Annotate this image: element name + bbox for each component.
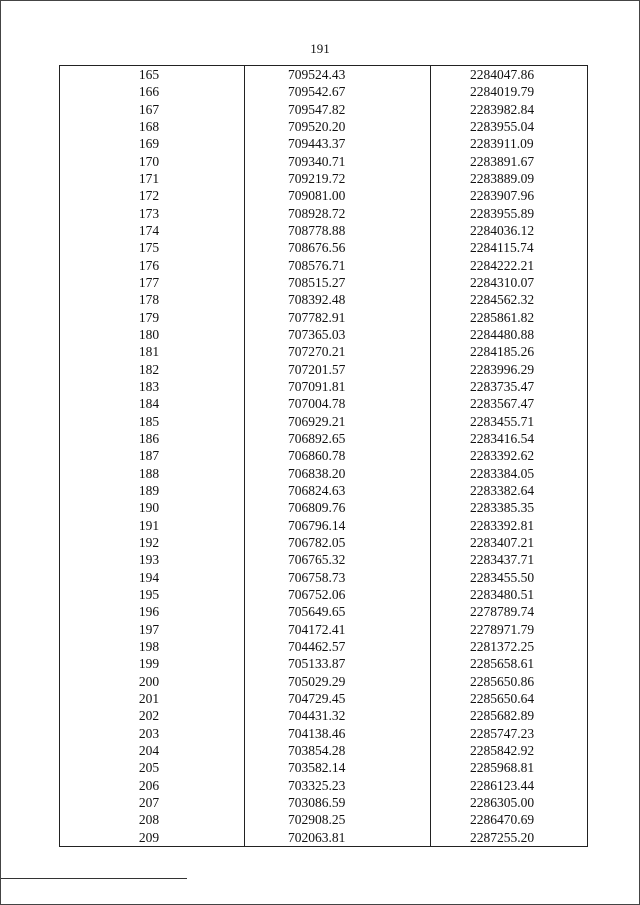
point-number-cell: 178: [60, 291, 245, 308]
x-coordinate-cell: 708392.48: [245, 291, 431, 308]
y-coordinate-cell: 2285861.82: [431, 309, 588, 326]
x-coordinate-cell: 706796.14: [245, 517, 431, 534]
point-number-cell: 186: [60, 430, 245, 447]
y-coordinate-cell: 2278971.79: [431, 621, 588, 638]
x-coordinate-cell: 708778.88: [245, 222, 431, 239]
point-number-cell: 182: [60, 361, 245, 378]
point-number-cell: 204: [60, 742, 245, 759]
x-coordinate-cell: 706860.78: [245, 447, 431, 464]
point-number-cell: 205: [60, 759, 245, 776]
point-number-cell: 208: [60, 811, 245, 828]
point-number-cell: 199: [60, 655, 245, 672]
x-coordinate-cell: 708515.27: [245, 274, 431, 291]
point-number-cell: 207: [60, 794, 245, 811]
table-row: [60, 83, 588, 100]
table-row: [60, 187, 588, 204]
x-coordinate-cell: 709219.72: [245, 170, 431, 187]
x-coordinate-cell: 708928.72: [245, 205, 431, 222]
point-number-cell: 209: [60, 828, 245, 846]
point-number-cell: 180: [60, 326, 245, 343]
coordinates-table-body: [60, 66, 588, 847]
y-coordinate-cell: 2285682.89: [431, 707, 588, 724]
x-coordinate-cell: 708676.56: [245, 239, 431, 256]
point-number-cell: 168: [60, 118, 245, 135]
y-coordinate-cell: 2284222.21: [431, 257, 588, 274]
x-coordinate-cell: 708576.71: [245, 257, 431, 274]
y-coordinate-cell: 2283955.04: [431, 118, 588, 135]
point-number-cell: 181: [60, 343, 245, 360]
y-coordinate-cell: 2286470.69: [431, 811, 588, 828]
x-coordinate-cell: 706758.73: [245, 569, 431, 586]
x-coordinate-cell: 709443.37: [245, 135, 431, 152]
x-coordinate-cell: 709542.67: [245, 83, 431, 100]
y-coordinate-cell: 2283996.29: [431, 361, 588, 378]
table-row: [60, 603, 588, 620]
point-number-cell: 169: [60, 135, 245, 152]
y-coordinate-cell: 2284115.74: [431, 239, 588, 256]
x-coordinate-cell: 704431.32: [245, 707, 431, 724]
table-row: [60, 586, 588, 603]
table-row: [60, 326, 588, 343]
y-coordinate-cell: 2283407.21: [431, 534, 588, 551]
point-number-cell: 187: [60, 447, 245, 464]
y-coordinate-cell: 2286305.00: [431, 794, 588, 811]
table-row: [60, 655, 588, 672]
point-number-cell: 171: [60, 170, 245, 187]
table-row: [60, 309, 588, 326]
y-coordinate-cell: 2287255.20: [431, 828, 588, 846]
footnote-rule: [1, 878, 187, 879]
x-coordinate-cell: 709547.82: [245, 101, 431, 118]
table-row: [60, 690, 588, 707]
point-number-cell: 193: [60, 551, 245, 568]
point-number-cell: 201: [60, 690, 245, 707]
x-coordinate-cell: 704462.57: [245, 638, 431, 655]
table-row: [60, 343, 588, 360]
y-coordinate-cell: 2284562.32: [431, 291, 588, 308]
y-coordinate-cell: 2284036.12: [431, 222, 588, 239]
table-row: [60, 170, 588, 187]
point-number-cell: 170: [60, 153, 245, 170]
table-row: [60, 569, 588, 586]
x-coordinate-cell: 709520.20: [245, 118, 431, 135]
y-coordinate-cell: 2285658.61: [431, 655, 588, 672]
x-coordinate-cell: 706892.65: [245, 430, 431, 447]
x-coordinate-cell: 702908.25: [245, 811, 431, 828]
y-coordinate-cell: 2283384.05: [431, 465, 588, 482]
y-coordinate-cell: 2283907.96: [431, 187, 588, 204]
table-row: [60, 205, 588, 222]
x-coordinate-cell: 707091.81: [245, 378, 431, 395]
point-number-cell: 172: [60, 187, 245, 204]
table-row: [60, 621, 588, 638]
y-coordinate-cell: 2283982.84: [431, 101, 588, 118]
table-row: [60, 724, 588, 741]
point-number-cell: 184: [60, 395, 245, 412]
x-coordinate-cell: 702063.81: [245, 828, 431, 846]
table-row: [60, 707, 588, 724]
table-row: [60, 551, 588, 568]
x-coordinate-cell: 704138.46: [245, 724, 431, 741]
table-row: [60, 828, 588, 846]
x-coordinate-cell: 706765.32: [245, 551, 431, 568]
y-coordinate-cell: 2283392.62: [431, 447, 588, 464]
table-row: [60, 153, 588, 170]
y-coordinate-cell: 2283392.81: [431, 517, 588, 534]
point-number-cell: 198: [60, 638, 245, 655]
x-coordinate-cell: 703582.14: [245, 759, 431, 776]
x-coordinate-cell: 705029.29: [245, 672, 431, 689]
y-coordinate-cell: 2278789.74: [431, 603, 588, 620]
y-coordinate-cell: 2285650.64: [431, 690, 588, 707]
x-coordinate-cell: 705133.87: [245, 655, 431, 672]
table-row: [60, 222, 588, 239]
table-row: [60, 66, 588, 84]
point-number-cell: 197: [60, 621, 245, 638]
point-number-cell: 191: [60, 517, 245, 534]
x-coordinate-cell: 705649.65: [245, 603, 431, 620]
y-coordinate-cell: 2284310.07: [431, 274, 588, 291]
point-number-cell: 179: [60, 309, 245, 326]
y-coordinate-cell: 2283955.89: [431, 205, 588, 222]
x-coordinate-cell: 706752.06: [245, 586, 431, 603]
point-number-cell: 194: [60, 569, 245, 586]
x-coordinate-cell: 707201.57: [245, 361, 431, 378]
x-coordinate-cell: 707782.91: [245, 309, 431, 326]
point-number-cell: 203: [60, 724, 245, 741]
table-row: [60, 794, 588, 811]
y-coordinate-cell: 2283889.09: [431, 170, 588, 187]
point-number-cell: 165: [60, 66, 245, 84]
y-coordinate-cell: 2283385.35: [431, 499, 588, 516]
page-number: 191: [310, 41, 330, 56]
y-coordinate-cell: 2283480.51: [431, 586, 588, 603]
point-number-cell: 174: [60, 222, 245, 239]
table-row: [60, 776, 588, 793]
point-number-cell: 192: [60, 534, 245, 551]
y-coordinate-cell: 2283567.47: [431, 395, 588, 412]
y-coordinate-cell: 2285747.23: [431, 724, 588, 741]
y-coordinate-cell: 2281372.25: [431, 638, 588, 655]
point-number-cell: 167: [60, 101, 245, 118]
point-number-cell: 166: [60, 83, 245, 100]
table-row: [60, 742, 588, 759]
y-coordinate-cell: 2283891.67: [431, 153, 588, 170]
point-number-cell: 195: [60, 586, 245, 603]
point-number-cell: 176: [60, 257, 245, 274]
table-row: [60, 118, 588, 135]
table-row: [60, 395, 588, 412]
x-coordinate-cell: 703854.28: [245, 742, 431, 759]
point-number-cell: 173: [60, 205, 245, 222]
table-row: [60, 482, 588, 499]
y-coordinate-cell: 2284480.88: [431, 326, 588, 343]
point-number-cell: 188: [60, 465, 245, 482]
x-coordinate-cell: 706929.21: [245, 413, 431, 430]
table-row: [60, 447, 588, 464]
point-number-cell: 189: [60, 482, 245, 499]
table-row: [60, 361, 588, 378]
table-row: [60, 413, 588, 430]
y-coordinate-cell: 2285650.86: [431, 672, 588, 689]
point-number-cell: 206: [60, 776, 245, 793]
y-coordinate-cell: 2284185.26: [431, 343, 588, 360]
table-row: [60, 499, 588, 516]
y-coordinate-cell: 2283455.71: [431, 413, 588, 430]
table-row: [60, 135, 588, 152]
point-number-cell: 175: [60, 239, 245, 256]
x-coordinate-cell: 709340.71: [245, 153, 431, 170]
x-coordinate-cell: 706838.20: [245, 465, 431, 482]
table-row: [60, 257, 588, 274]
table-row: [60, 378, 588, 395]
point-number-cell: 183: [60, 378, 245, 395]
table-row: [60, 291, 588, 308]
y-coordinate-cell: 2283911.09: [431, 135, 588, 152]
y-coordinate-cell: 2283416.54: [431, 430, 588, 447]
x-coordinate-cell: 706809.76: [245, 499, 431, 516]
table-row: [60, 638, 588, 655]
table-row: [60, 274, 588, 291]
y-coordinate-cell: 2285842.92: [431, 742, 588, 759]
table-row: [60, 759, 588, 776]
y-coordinate-cell: 2286123.44: [431, 776, 588, 793]
point-number-cell: 190: [60, 499, 245, 516]
table-row: [60, 239, 588, 256]
table-row: [60, 465, 588, 482]
x-coordinate-cell: 704729.45: [245, 690, 431, 707]
table-row: [60, 517, 588, 534]
y-coordinate-cell: 2284047.86: [431, 66, 588, 84]
coordinates-table: [59, 65, 588, 847]
x-coordinate-cell: 704172.41: [245, 621, 431, 638]
x-coordinate-cell: 709081.00: [245, 187, 431, 204]
table-row: [60, 101, 588, 118]
point-number-cell: 200: [60, 672, 245, 689]
x-coordinate-cell: 703086.59: [245, 794, 431, 811]
table-row: [60, 534, 588, 551]
x-coordinate-cell: 706824.63: [245, 482, 431, 499]
y-coordinate-cell: 2283455.50: [431, 569, 588, 586]
point-number-cell: 177: [60, 274, 245, 291]
x-coordinate-cell: 706782.05: [245, 534, 431, 551]
x-coordinate-cell: 707270.21: [245, 343, 431, 360]
y-coordinate-cell: 2284019.79: [431, 83, 588, 100]
x-coordinate-cell: 709524.43: [245, 66, 431, 84]
table-row: [60, 811, 588, 828]
point-number-cell: 185: [60, 413, 245, 430]
table-row: [60, 672, 588, 689]
y-coordinate-cell: 2283382.64: [431, 482, 588, 499]
y-coordinate-cell: 2283437.71: [431, 551, 588, 568]
x-coordinate-cell: 707365.03: [245, 326, 431, 343]
point-number-cell: 202: [60, 707, 245, 724]
table-row: [60, 430, 588, 447]
y-coordinate-cell: 2285968.81: [431, 759, 588, 776]
x-coordinate-cell: 703325.23: [245, 776, 431, 793]
x-coordinate-cell: 707004.78: [245, 395, 431, 412]
point-number-cell: 196: [60, 603, 245, 620]
y-coordinate-cell: 2283735.47: [431, 378, 588, 395]
